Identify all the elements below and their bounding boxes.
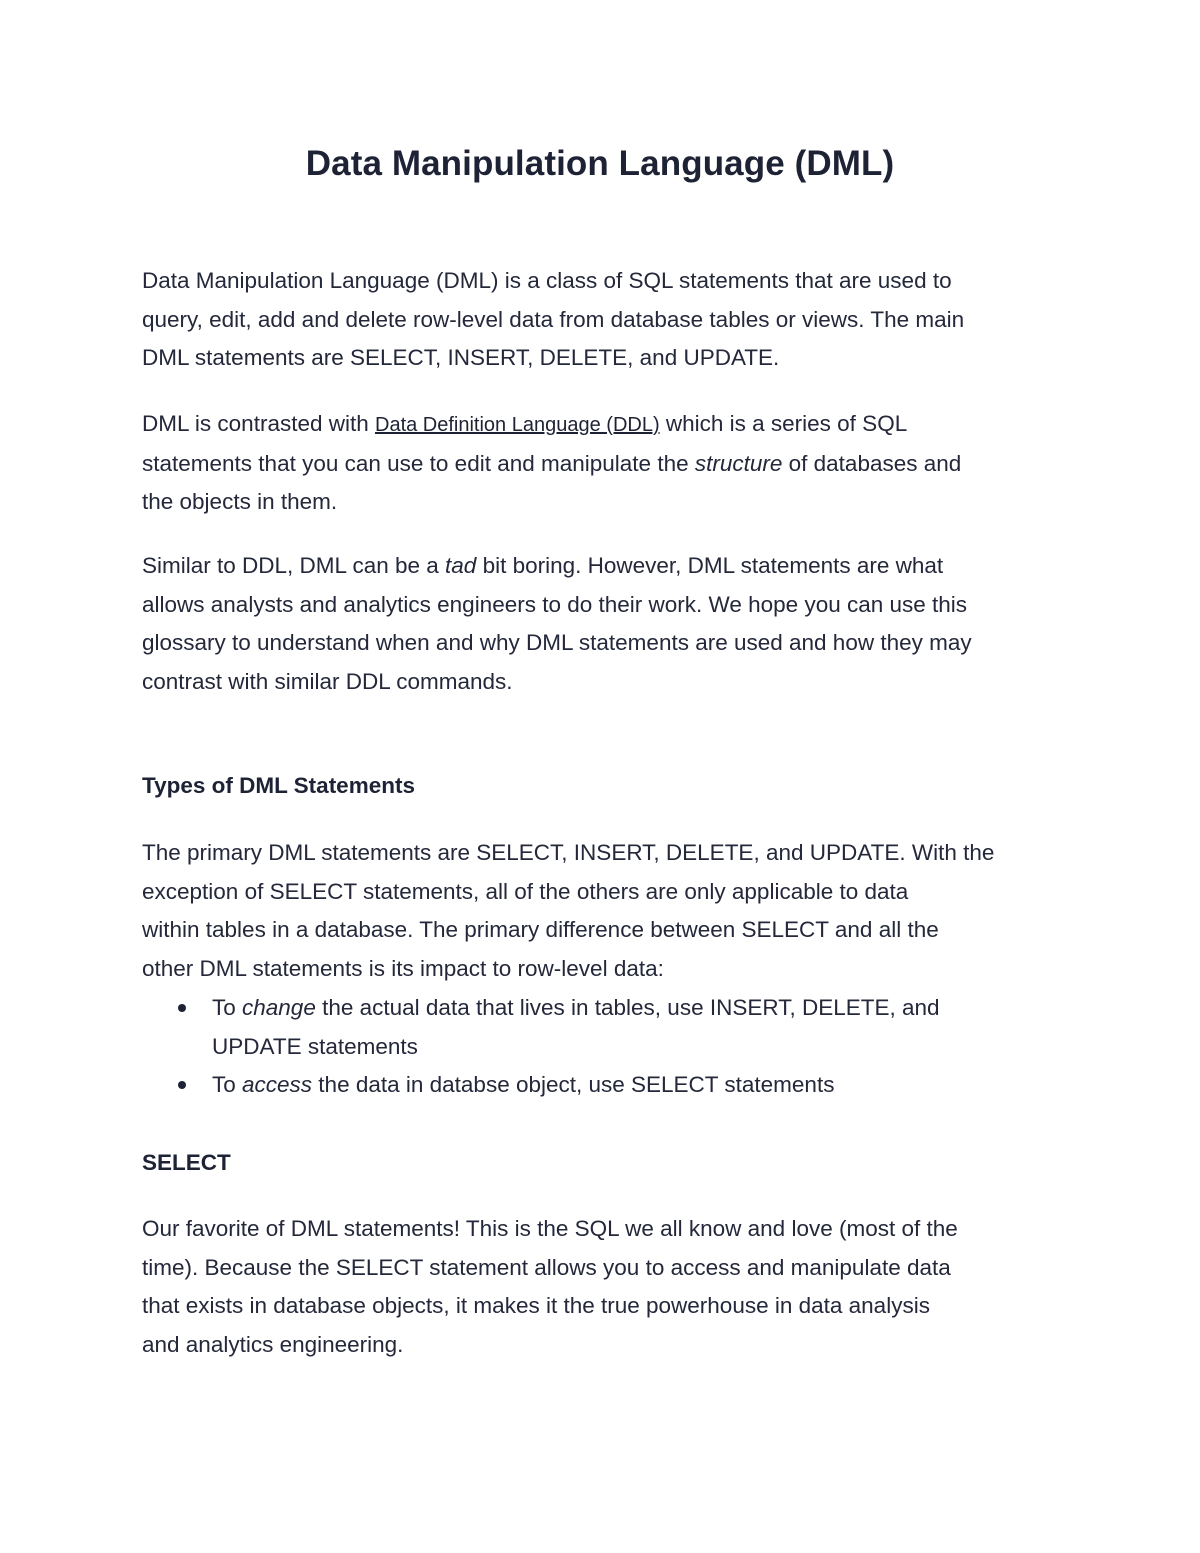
bullet-text: the data in databse object, use SELECT statements xyxy=(312,1072,835,1098)
types-paragraph xyxy=(142,834,994,989)
similar-line: allows analysts and analytics engineers to do their work. We hope you can use this xyxy=(142,591,968,617)
select-line: that exists in database objects, it makes it the true powerhouse in data analysis xyxy=(142,1293,930,1319)
select-line: time). Because the SELECT statement allows you to access and manipulate data xyxy=(142,1254,951,1280)
bullet-line: UPDATE statements xyxy=(212,1033,418,1059)
list-item xyxy=(142,989,940,1066)
ddl-paragraph xyxy=(142,405,961,522)
similar-emphasis: tad xyxy=(445,553,477,578)
types-line: The primary DML statements are SELECT, INSERT, DELETE, and UPDATE. With the xyxy=(142,840,995,865)
intro-line: query, edit, add and delete row-level data from database tables or views. The main xyxy=(142,306,965,332)
similar-text: bit boring. However, DML statements are what xyxy=(476,553,944,578)
bullet-icon xyxy=(178,1081,186,1089)
similar-line: contrast with similar DDL commands. xyxy=(142,669,513,695)
ddl-line xyxy=(142,445,961,484)
types-line: other DML statements is its impact to row-level data: xyxy=(142,956,664,982)
bullet-emphasis: access xyxy=(242,1072,313,1098)
ddl-emphasis: structure xyxy=(694,450,783,476)
bullet-icon xyxy=(178,1004,186,1012)
page-title: Data Manipulation Language (DML) xyxy=(305,144,895,183)
ddl-link[interactable]: Data Definition Language (DDL) xyxy=(375,414,660,436)
ddl-line xyxy=(142,405,961,445)
similar-paragraph xyxy=(142,547,972,702)
bullet-line xyxy=(212,989,940,1028)
intro-line: DML statements are SELECT, INSERT, DELETE, and UPDATE. xyxy=(142,345,780,371)
bullet-text: To xyxy=(212,995,243,1020)
similar-line xyxy=(142,547,972,586)
bullet-text: the actual data that lives in tables, use INSERT, DELETE, and xyxy=(315,995,940,1020)
similar-text: Similar to DDL, DML can be a xyxy=(142,553,446,578)
types-heading: Types of DML Statements xyxy=(142,773,415,798)
select-heading: SELECT xyxy=(142,1150,231,1175)
ddl-text: statements that you can use to edit and manipulate the xyxy=(142,450,695,476)
types-line: exception of SELECT statements, all of the others are only applicable to data xyxy=(142,878,909,904)
list-item xyxy=(142,1066,940,1105)
select-line: and analytics engineering. xyxy=(142,1332,404,1358)
bullet-line xyxy=(212,1066,940,1105)
ddl-text: DML is contrasted with xyxy=(142,411,375,436)
types-line: within tables in a database. The primary difference between SELECT and all the xyxy=(142,917,939,943)
select-paragraph xyxy=(142,1210,958,1365)
select-line: Our favorite of DML statements! This is the SQL we all know and love (most of the xyxy=(142,1216,958,1241)
intro-paragraph xyxy=(142,262,964,378)
intro-line: Data Manipulation Language (DML) is a class of SQL statements that are used to xyxy=(142,268,952,293)
bullet-text: To xyxy=(212,1072,243,1098)
ddl-text: of databases and xyxy=(782,450,962,476)
ddl-text: which is a series of SQL xyxy=(659,411,908,436)
similar-line: glossary to understand when and why DML statements are used and how they may xyxy=(142,630,972,656)
dml-bullet-list xyxy=(142,989,940,1105)
bullet-emphasis: change xyxy=(242,995,316,1020)
ddl-line: the objects in them. xyxy=(142,489,338,515)
